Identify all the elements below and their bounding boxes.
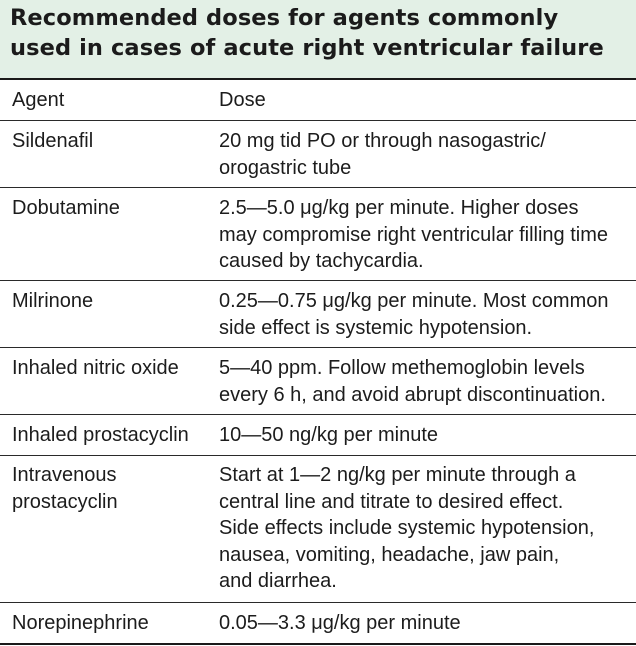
agent-cell: Milrinone <box>12 290 94 312</box>
dose-cell-line: 20 mg tid PO or through nasogastric/ <box>219 130 546 152</box>
dose-cell-line: Side effects include systemic hypotension, <box>219 517 595 539</box>
dose-cell-line: and diarrhea. <box>219 570 337 592</box>
agent-cell: Intravenous <box>12 464 117 486</box>
dose-cell-line: orogastric tube <box>219 156 352 179</box>
row-divider <box>0 280 636 281</box>
dose-cell-line: nausea, vomiting, headache, jaw pain, <box>219 543 560 566</box>
dose-cell-line: Start at 1—2 ng/kg per minute through a <box>219 464 576 486</box>
dose-cell-line: 5—40 ppm. Follow methemoglobin levels <box>219 357 585 379</box>
dose-cell-line: may compromise right ventricular filling time <box>219 223 609 246</box>
table-bottom-rule <box>0 643 636 645</box>
agent-cell: Norepinephrine <box>12 612 149 634</box>
agent-cell: Inhaled prostacyclin <box>12 424 189 446</box>
dose-cell-line: 10—50 ng/kg per minute <box>219 424 439 446</box>
table-title-line-1: Recommended doses for agents commonly <box>10 5 559 31</box>
column-header-dose: Dose <box>219 89 266 111</box>
header-rule <box>0 120 636 121</box>
table-top-rule <box>0 78 636 80</box>
row-divider <box>0 187 636 188</box>
dose-cell-line: every 6 h, and avoid abrupt discontinuation. <box>219 383 606 406</box>
row-divider <box>0 414 636 415</box>
dose-cell-line: 0.05—3.3 μg/kg per minute <box>219 612 461 634</box>
dose-cell-line: side effect is systemic hypotension. <box>219 316 533 339</box>
agent-cell: Inhaled nitric oxide <box>12 357 179 379</box>
column-header-agent: Agent <box>12 89 65 111</box>
agent-cell: prostacyclin <box>12 490 118 513</box>
row-divider <box>0 347 636 348</box>
dose-cell-line: caused by tachycardia. <box>219 250 424 272</box>
row-divider <box>0 602 636 603</box>
dose-cell-line: 0.25—0.75 μg/kg per minute. Most common <box>219 290 609 312</box>
dose-cell-line: central line and titrate to desired effect. <box>219 490 564 513</box>
agent-cell: Dobutamine <box>12 197 120 219</box>
row-divider <box>0 455 636 456</box>
title-band <box>0 0 636 78</box>
agent-cell: Sildenafil <box>12 130 94 152</box>
dose-cell-line: 2.5—5.0 μg/kg per minute. Higher doses <box>219 197 579 219</box>
table-title-line-2: used in cases of acute right ventricular failure <box>10 35 604 61</box>
